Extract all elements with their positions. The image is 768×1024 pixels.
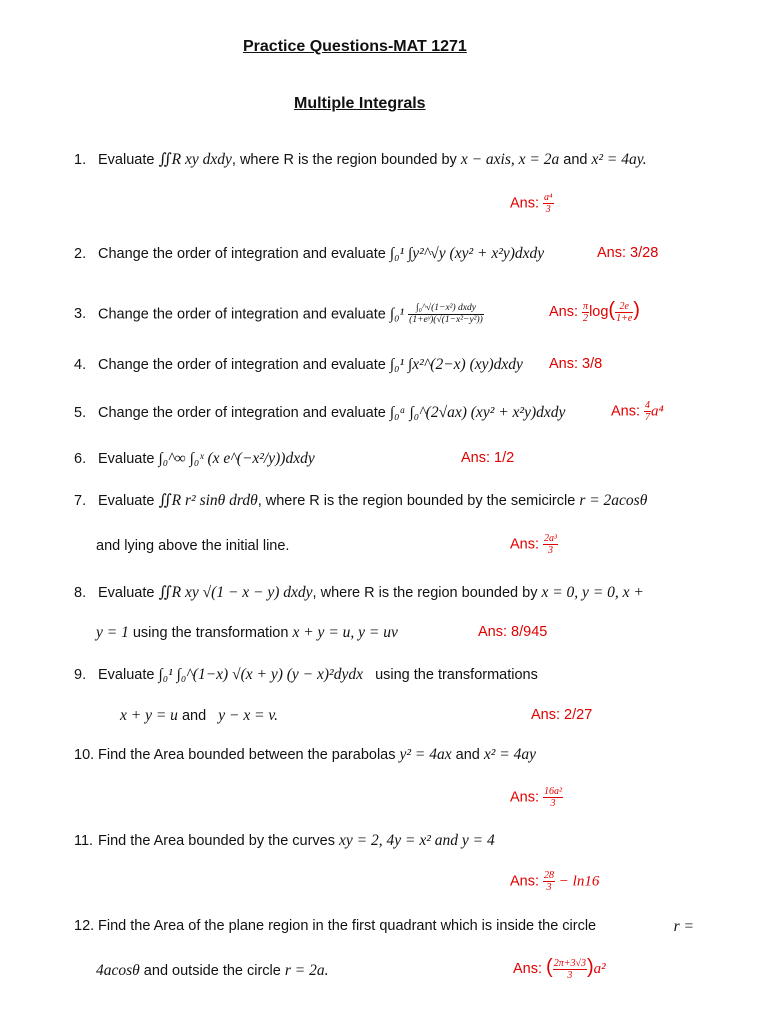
math-expression: ∫₀¹ ∫x²^(2−x) (xy)dxdy xyxy=(389,356,523,373)
math-expression: ∫₀¹ ∫₀^(1−x) √(x + y) (y − x)²dydx xyxy=(158,666,363,683)
question-number: 4. xyxy=(74,357,87,373)
math-expression: x = 0, y = 0, x + xyxy=(541,584,644,601)
answer-12: Ans: ( $\frac{2\pi+3√3}{3}$ )a² xyxy=(513,956,606,981)
math-expression: xy = 2, 4y = x² and y = 4 xyxy=(339,832,495,849)
answer-10: Ans: $\frac{\text{16a²}}{3}$ xyxy=(510,786,563,809)
question-1: 1. Evaluate ∬R xy dxdy, where R is the region bounded by x − axis, x = 2a and x² = 4ay. xyxy=(74,151,647,168)
answer-9: Ans: 2/27 xyxy=(531,707,593,723)
question-11: 11. Find the Area bounded by the curves xy = 2, 4y = x² and y = 4 xyxy=(74,832,495,849)
math-expression: ∬R r² sinθ drdθ xyxy=(158,492,258,509)
question-9-continued: x + y = u and y − x = v. xyxy=(120,707,279,724)
question-9: 9. Evaluate ∫₀¹ ∫₀^(1−x) √(x + y) (y − x)²dydx using the transformations xyxy=(74,666,538,683)
answer-4: Ans: 3/8 xyxy=(549,356,603,372)
answer-3: Ans: $\frac{\pi}{2}$ log( $\frac{2e}{1+e}$ ) xyxy=(549,299,640,324)
question-number: 7. xyxy=(74,493,87,509)
question-number: 5. xyxy=(74,405,87,421)
question-12: 12. Find the Area of the plane region in the first quadrant which is inside the circle r = xyxy=(74,918,694,935)
math-expression: x² = 4ay. xyxy=(591,151,647,168)
question-number: 9. xyxy=(74,667,87,683)
math-expression: r = 2acosθ xyxy=(579,492,648,509)
question-8: 8. Evaluate ∬R xy √(1 − x − y) dxdy, where R is the region bounded by x = 0, y = 0, x + xyxy=(74,584,644,601)
math-expression: ∬R xy dxdy xyxy=(158,151,232,168)
answer-7: Ans: $\frac{\text{2a³}}{3}$ xyxy=(510,533,558,556)
question-10: 10. Find the Area bounded between the parabolas y² = 4ax and x² = 4ay xyxy=(74,746,537,763)
question-12-continued: 4acosθ and outside the circle r = 2a. xyxy=(96,962,329,979)
question-7: 7. Evaluate ∬R r² sinθ drdθ, where R is the region bounded by the semicircle r = 2acosθ xyxy=(74,492,648,509)
question-number: 1. xyxy=(74,152,87,168)
question-number: 12. xyxy=(74,918,95,934)
question-4: 4. Change the order of integration and evaluate ∫₀¹ ∫x²^(2−x) (xy)dxdy xyxy=(74,356,523,373)
question-8-continued: y = 1 using the transformation x + y = u, y = uv xyxy=(96,624,398,641)
math-expression: ∫₀¹ ∫y²^√y (xy² + x²y)dxdy xyxy=(389,245,545,262)
math-expression: y² = 4ax xyxy=(399,746,452,763)
question-number: 2. xyxy=(74,246,87,262)
question-number: 10. xyxy=(74,747,95,763)
question-number: 6. xyxy=(74,451,87,467)
question-2: 2. Change the order of integration and evaluate ∫₀¹ ∫y²^√y (xy² + x²y)dxdy xyxy=(74,245,545,262)
math-fraction: $\frac{\text{∫₀\textasciicircum{}√(1−x²) dxdy}}{\text{(1+eʸ)(√(1−x²−y²))}}$ xyxy=(409,303,483,325)
math-expression: ∬R xy √(1 − x − y) dxdy xyxy=(158,584,313,601)
answer-6: Ans: 1/2 xyxy=(461,450,515,466)
math-expression: ∫₀¹ xyxy=(389,305,405,323)
question-number: 8. xyxy=(74,585,87,601)
math-expression: ∫₀ᵃ ∫₀^(2√ax) (xy² + x²y)dxdy xyxy=(389,404,566,421)
question-6: 6. Evaluate ∫₀^∞ ∫₀ˣ (x e^(−x²/y))dxdy xyxy=(74,450,315,467)
math-expression: x² = 4ay xyxy=(483,746,537,763)
section-title: Multiple Integrals xyxy=(294,95,426,112)
question-number: 11. xyxy=(74,833,94,849)
answer-5: Ans: $\frac{4}{7}$ a⁴ xyxy=(611,400,664,423)
answer-8: Ans: 8/945 xyxy=(478,624,548,640)
answer-2: Ans: 3/28 xyxy=(597,245,659,261)
answer-1: Ans: $\frac{\text{a⁴}}{3}$ xyxy=(510,192,553,215)
answer-11: Ans: $\frac{28}{3}$ − ln16 xyxy=(510,870,600,893)
question-number: 3. xyxy=(74,306,87,323)
document-title: Practice Questions-MAT 1271 xyxy=(243,38,467,55)
answer-fraction: $\frac{\text{a⁴}}{3}$ xyxy=(544,192,553,215)
question-7-continued: and lying above the initial line. xyxy=(96,538,290,554)
question-5: 5. Change the order of integration and evaluate ∫₀ᵃ ∫₀^(2√ax) (xy² + x²y)dxdy xyxy=(74,404,566,421)
math-expression: ∫₀^∞ ∫₀ˣ (x e^(−x²/y))dxdy xyxy=(158,450,315,467)
math-expression: x − axis, x = 2a xyxy=(460,151,560,168)
question-3: 3. Change the order of integration and evaluate ∫₀¹ $\frac{\text{∫₀\textasciicircum{}√(1−x²) dxdy}}{\text{(1+eʸ)(√(1−x²−y²))}}$ xyxy=(74,303,483,325)
